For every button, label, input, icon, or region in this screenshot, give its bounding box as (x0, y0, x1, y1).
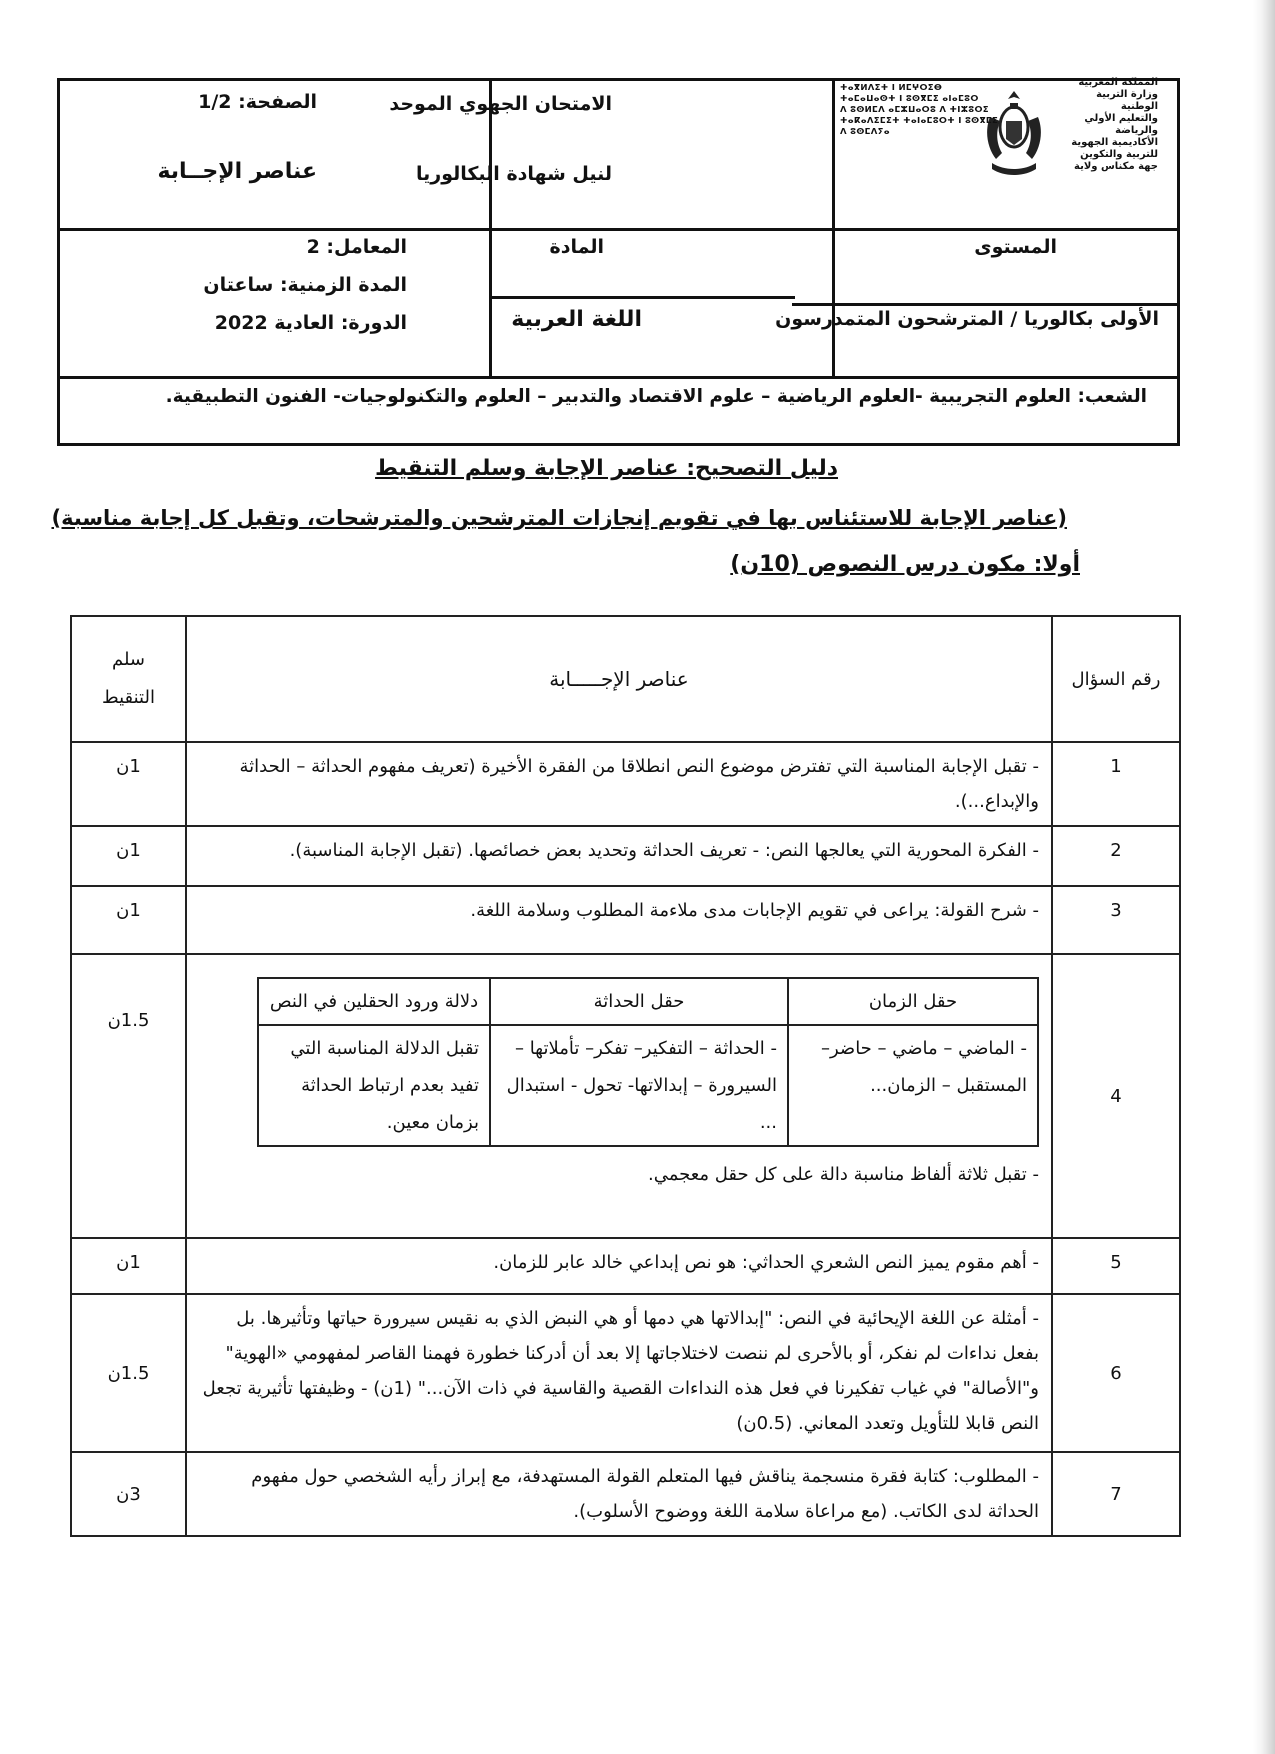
table-row (71, 954, 1180, 1238)
score-value: 1ن (71, 742, 186, 826)
answer-text: - تقبل الإجابة المناسبة التي تفترض موضوع النص انطلاقا من الفقرة الأخيرة (تعريف مفهوم الحداثة – الحداثة والإبداع...). (186, 742, 1052, 826)
guide-note: (عناصر الإجابة للاستئناس بها في تقويم إنجازات المترشحين والمترشحات، وتقبل كل إجابة مناسبة) (51, 506, 1067, 530)
score-value: 1.5ن (71, 954, 186, 1238)
inner-cell-modernity-field: - الحداثة – التفكير– تفكر– تأملاتها – السيرورة – إبدالاتها- تحول - استبدال ... (490, 1025, 788, 1146)
header-col-divider-right-lower (832, 228, 835, 378)
header-col-divider-right (832, 81, 835, 228)
level-value: الأولى بكالوريا / المترشحون المتمدرسون (775, 308, 1159, 330)
section-title: أولا: مكون درس النصوص (10ن) (730, 552, 1080, 577)
header-question-number: رقم السؤال (1052, 616, 1180, 742)
subject-value: اللغة العربية (511, 307, 642, 332)
table-row (71, 826, 1180, 886)
header-box (57, 78, 1180, 446)
answers-table (70, 615, 1181, 1537)
table-row (71, 1238, 1180, 1294)
answer-text: - المطلوب: كتابة فقرة منسجمة يناقش فيها المتعلم القولة المستهدفة، مع إبراز رأيه الشخصي حول مفهوم الحداثة لدى الكاتب. (مع مراعاة سلامة اللغة ووضوح الأسلوب). (186, 1452, 1052, 1536)
header-divider-bottom (60, 376, 1177, 379)
inner-cell-time-field: - الماضي – ماضي – حاضر– المستقبل – الزمان... (788, 1025, 1038, 1146)
header-score: سلم التنقيط (71, 616, 186, 742)
answer-text: - أهم مقوم يميز النص الشعري الحداثي: هو نص إبداعي خالد عابر للزمان. (186, 1238, 1052, 1294)
question-number: 5 (1052, 1238, 1180, 1294)
question-number: 4 (1052, 954, 1180, 1238)
header-divider-top (60, 228, 1177, 231)
question-number: 7 (1052, 1452, 1180, 1536)
score-value: 3ن (71, 1452, 186, 1536)
question-number: 1 (1052, 742, 1180, 826)
answer-text: - تقبل ثلاثة ألفاظ مناسبة دالة على كل حقل معجمي. (647, 1164, 1039, 1185)
exam-subtitle: لنيل شهادة البكالوريا (415, 163, 612, 185)
level-label: المستوى (974, 236, 1057, 258)
page-number: الصفحة: 1/2 (198, 91, 317, 113)
duration: المدة الزمنية: ساعتان (203, 274, 407, 296)
inner-cell-significance: تقبل الدلالة المناسبة التي تفيد بعدم ارتباط الحداثة بزمان معين. (258, 1025, 490, 1146)
table-row (71, 742, 1180, 826)
score-value: 1ن (71, 886, 186, 954)
answer-text: - شرح القولة: يراعى في تقويم الإجابات مدى ملاءمة المطلوب وسلامة اللغة. (186, 886, 1052, 954)
inner-header-significance: دلالة ورود الحقلين في النص (258, 978, 490, 1025)
answer-cell-lexical-fields (186, 954, 1052, 1238)
session: الدورة: العادية 2022 (214, 312, 407, 334)
inner-header-modernity-field: حقل الحداثة (490, 978, 788, 1025)
score-value: 1ن (71, 1238, 186, 1294)
header-answers: عناصر الإجـــــابة (186, 616, 1052, 742)
answer-text: - الفكرة المحورية التي يعالجها النص: - تعريف الحداثة وتحديد بعض خصائصها. (تقبل الإجابة المناسبة). (186, 826, 1052, 886)
question-number: 3 (1052, 886, 1180, 954)
page-edge-shadow (1253, 0, 1275, 1754)
subject-label: المادة (549, 236, 604, 258)
exam-title: الامتحان الجهوي الموحد (389, 93, 612, 115)
inner-header-row (258, 978, 1038, 1025)
score-value: 1ن (71, 826, 186, 886)
question-number: 6 (1052, 1294, 1180, 1452)
table-row (71, 1452, 1180, 1536)
logo-tifinagh-text: ⵜⴰⴳⵍⴷⵉⵜ ⵏ ⵍⵎⵖⵔⵉⴱ ⵜⴰⵎⴰⵡⴰⵙⵜ ⵏ ⵓⵙⴳⵎⵉ ⴰⵏⴰⵎⵓⵔ ⴷ ⵓⵙⵍⵎⴷ ⴰⵎⵣⵡⴰⵔⵓ ⴷ ⵜⵏⵣⵓⵔⵉ ⵜⴰⴽⴰⴷⵉⵎⵉⵜ ⵜⴰⵏⴰⵎⵓⵔⵜ ⵏ ⵓⵙⴳⵎⵉ ⴷ ⵓⵙⵎⴷⵢⴰ (840, 83, 999, 137)
inner-header-time-field: حقل الزمان (788, 978, 1038, 1025)
guide-title: دليل التصحيح: عناصر الإجابة وسلم التنقيط (375, 456, 838, 481)
header-divider-level (792, 303, 1177, 306)
logo-arabic-text: المملكة المغربية وزارة التربية الوطنية والتعليم الأولي والرياضة الأكاديمية الجهوية للتربية والتكوين جهة مكناس ولاية (1071, 77, 1158, 172)
branches: الشعب: العلوم التجريبية -العلوم الرياضية – علوم الاقتصاد والتدبير – العلوم والتكنولوجيات- الفنون التطبيقية. (165, 386, 1147, 407)
header-divider-subject (489, 296, 795, 299)
table-row (71, 1294, 1180, 1452)
score-value: 1.5ن (71, 1294, 186, 1452)
lexical-fields-table (257, 977, 1039, 1147)
table-header-row (71, 616, 1180, 742)
answers-label: عناصر الإجــابة (157, 159, 317, 184)
coefficient: المعامل: 2 (306, 236, 407, 258)
header-col-divider-left (489, 81, 492, 378)
answer-text: - أمثلة عن اللغة الإيحائية في النص: "إبدالاتها هي دمها أو هي النبض الذي به نقيس سيرورة حياتها وتأثيرها. بل بفعل نداءات لم نفكر، أو بالأحرى لم ننصت لاختلاجاتها إلا بعد أن أدركنا خطورة فهمنا القاصر لمفهومي «الهوية" و"الأصالة" في غياب تفكيرنا في فعل هذه النداءات القصية والقاسية في ذات الآن..." (1ن) - وظيفتها تأثيرية تجعل النص قابلا للتأويل وتعدد المعاني. (0.5ن) (186, 1294, 1052, 1452)
inner-row (258, 1025, 1038, 1146)
table-row (71, 886, 1180, 954)
question-number: 2 (1052, 826, 1180, 886)
